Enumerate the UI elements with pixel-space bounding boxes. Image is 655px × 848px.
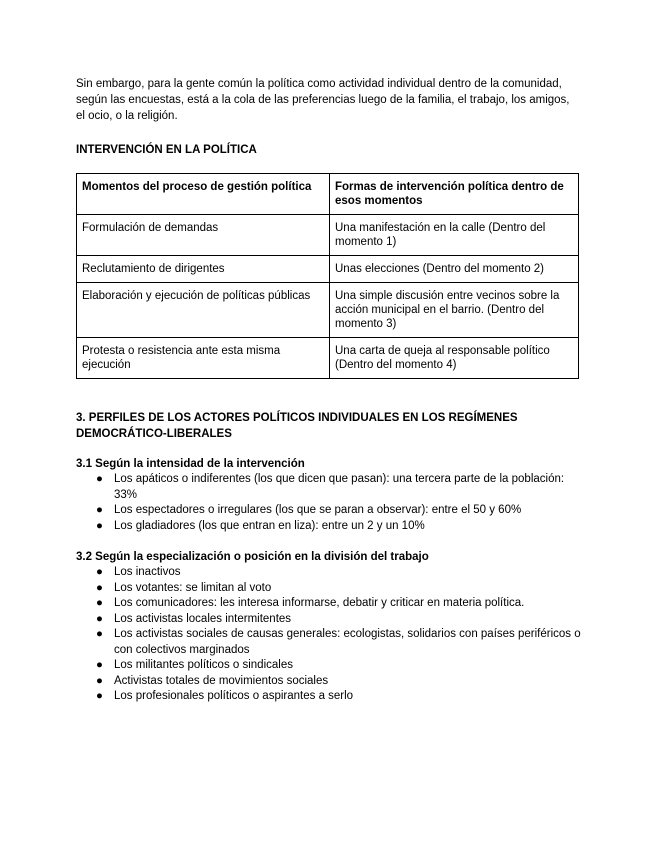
- list-item-text: Los espectadores o irregulares (los que se paran a observar): entre el 50 y 60%: [114, 504, 522, 516]
- table-row: [77, 338, 579, 379]
- list-item: [76, 503, 581, 519]
- list-item-text: Los profesionales políticos o aspirantes a serlo: [114, 690, 354, 702]
- table-row: [77, 283, 579, 338]
- table-cell: Unas elecciones (Dentro del momento 2): [330, 256, 579, 283]
- list-item: [76, 596, 581, 612]
- list-item: [76, 674, 581, 690]
- table-header-cell: Momentos del proceso de gestión política: [77, 174, 330, 215]
- bullet-icon: ●: [96, 674, 103, 687]
- bullet-icon: ●: [96, 612, 103, 625]
- list-item-text: Los activistas locales intermitentes: [114, 612, 292, 625]
- list-item: [76, 519, 581, 535]
- table-row: [77, 256, 579, 283]
- bullet-icon: ●: [96, 581, 103, 594]
- list-item-text: Los gladiadores (los que entran en liza): entre un 2 y un 10%: [114, 519, 425, 532]
- table-cell: Una simple discusión entre vecinos sobre la acción municipal en el barrio. (Dentro del momento 3): [330, 283, 579, 338]
- table-cell: Una carta de queja al responsable político (Dentro del momento 4): [330, 338, 579, 379]
- list-item: [76, 612, 581, 628]
- table-cell: Formulación de demandas: [77, 215, 330, 256]
- bullet-icon: ●: [96, 628, 103, 640]
- table-header-cell: Formas de intervención política dentro de esos momentos: [330, 174, 579, 215]
- document-page: [76, 76, 581, 705]
- list-item: [76, 658, 581, 674]
- bullet-icon: ●: [96, 597, 103, 609]
- table-header-row: [77, 174, 579, 215]
- intensity-list: [76, 472, 581, 534]
- list-item-text: Los inactivos: [114, 566, 181, 578]
- list-item-text: Los activistas sociales de causas generales: ecologistas, solidarios con países periféricos o con colectivos marginados: [114, 628, 581, 656]
- moments-table: [76, 173, 579, 379]
- bullet-icon: ●: [96, 473, 103, 485]
- table-cell: Una manifestación en la calle (Dentro del momento 1): [330, 215, 579, 256]
- subsection-heading-especializacion: 3.2 Según la especialización o posición en la división del trabajo: [76, 551, 429, 563]
- table-cell: Reclutamiento de dirigentes: [77, 256, 330, 283]
- list-item: [76, 581, 581, 597]
- list-item: [76, 627, 581, 658]
- section-heading-intervencion: INTERVENCIÓN EN LA POLÍTICA: [76, 144, 257, 156]
- list-item: [76, 565, 581, 581]
- intro-paragraph: Sin embargo, para la gente común la política como actividad individual dentro de la comunidad, según las encuestas, está a la cola de las preferencias luego de la familia, el trabajo, los amigos, el ocio, o la religión.: [76, 78, 570, 122]
- bullet-icon: ●: [96, 504, 103, 516]
- bullet-icon: ●: [96, 519, 103, 532]
- list-item-text: Los votantes: se limitan al voto: [114, 581, 272, 594]
- subsection-heading-intensidad: 3.1 Según la intensidad de la intervención: [76, 458, 305, 470]
- bullet-icon: ●: [96, 566, 103, 578]
- section-heading-perfiles: 3. PERFILES DE LOS ACTORES POLÍTICOS INDIVIDUALES EN LOS REGÍMENES DEMOCRÁTICO-LIBERALES: [76, 412, 518, 440]
- list-item-text: Los comunicadores: les interesa informarse, debatir y criticar en materia política.: [114, 597, 525, 609]
- list-item-text: Activistas totales de movimientos sociales: [114, 674, 329, 687]
- list-item-text: Los militantes políticos o sindicales: [114, 659, 293, 671]
- list-item: [76, 689, 581, 705]
- bullet-icon: ●: [96, 659, 103, 671]
- list-item-text: Los apáticos o indiferentes (los que dicen que pasan): una tercera parte de la población: 33%: [114, 473, 565, 501]
- bullet-icon: ●: [96, 690, 103, 702]
- specialization-list: [76, 565, 581, 705]
- list-item: [76, 472, 581, 503]
- table-cell: Elaboración y ejecución de políticas públicas: [77, 283, 330, 338]
- table-cell: Protesta o resistencia ante esta misma ejecución: [77, 338, 330, 379]
- table-row: [77, 215, 579, 256]
